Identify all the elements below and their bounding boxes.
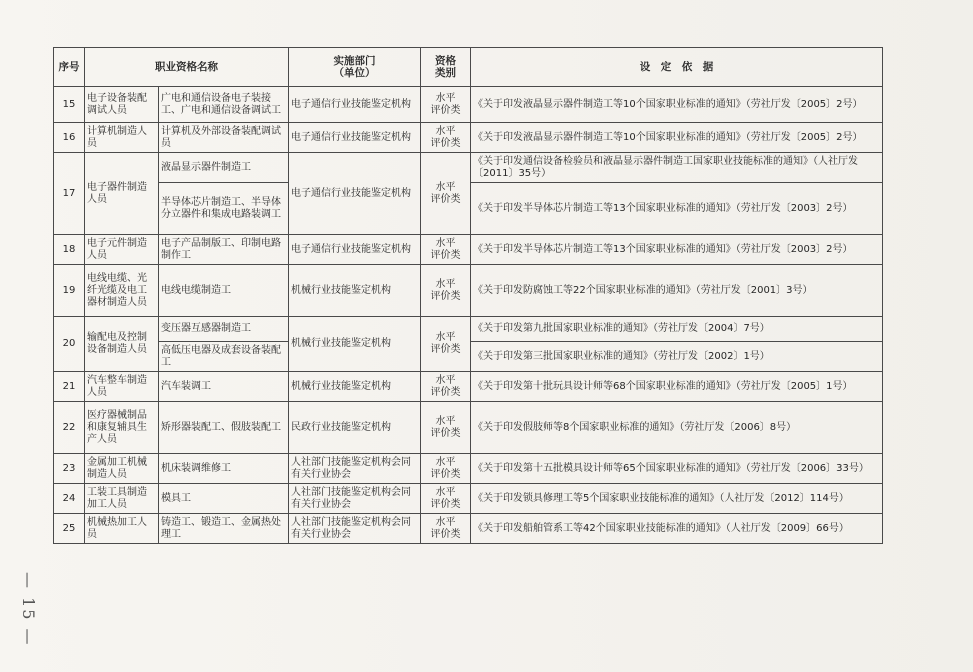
- legal-basis: 《关于印发第三批国家职业标准的通知》（劳社厅发〔2002〕1号）: [471, 342, 883, 372]
- occupation-name: 广电和通信设备电子装接工、广电和通信设备调试工: [159, 87, 289, 123]
- table-row: [54, 87, 883, 123]
- qualification-category: 水平 评价类: [421, 454, 471, 484]
- occupation-name: 变压器互感器制造工: [159, 317, 289, 342]
- legal-basis: 《关于印发半导体芯片制造工等13个国家职业标准的通知》（劳社厅发〔2003〕2号）: [471, 235, 883, 265]
- row-number: 21: [54, 372, 85, 402]
- header-name: 职业资格名称: [85, 48, 289, 87]
- legal-basis: 《关于印发液晶显示器件制造工等10个国家职业标准的通知》（劳社厅发〔2005〕2号）: [471, 123, 883, 153]
- table-row: [54, 317, 883, 342]
- legal-basis: 《关于印发锁具修理工等5个国家职业技能标准的通知》（人社厅发〔2012〕114号）: [471, 484, 883, 514]
- row-number: 16: [54, 123, 85, 153]
- occupation-group: 计算机制造人员: [85, 123, 159, 153]
- qualification-category: 水平 评价类: [421, 402, 471, 454]
- occupation-name: 矫形器装配工、假肢装配工: [159, 402, 289, 454]
- occupation-group: 电线电缆、光纤光缆及电工器材制造人员: [85, 265, 159, 317]
- implementing-dept: 电子通信行业技能鉴定机构: [289, 87, 421, 123]
- legal-basis: 《关于印发第十批玩具设计师等68个国家职业标准的通知》（劳社厅发〔2005〕1号）: [471, 372, 883, 402]
- table-row: [54, 265, 883, 317]
- header-dept: 实施部门 （单位）: [289, 48, 421, 87]
- table-row: [54, 402, 883, 454]
- qualification-category: 水平 评价类: [421, 123, 471, 153]
- legal-basis: 《关于印发第九批国家职业标准的通知》（劳社厅发〔2004〕7号）: [471, 317, 883, 342]
- table-row: [54, 484, 883, 514]
- qualification-category: 水平 评价类: [421, 317, 471, 372]
- occupation-group: 输配电及控制设备制造人员: [85, 317, 159, 372]
- table-row: [54, 153, 883, 183]
- implementing-dept: 机械行业技能鉴定机构: [289, 317, 421, 372]
- occupation-group: 金属加工机械制造人员: [85, 454, 159, 484]
- occupation-group: 电子元件制造人员: [85, 235, 159, 265]
- qualification-category: 水平 评价类: [421, 484, 471, 514]
- occupation-name: 计算机及外部设备装配调试员: [159, 123, 289, 153]
- page-number: — 15 —: [19, 572, 38, 647]
- row-number: 25: [54, 514, 85, 544]
- qualification-category: 水平 评价类: [421, 265, 471, 317]
- qualification-category: 水平 评价类: [421, 372, 471, 402]
- occupation-name: 机床装调维修工: [159, 454, 289, 484]
- implementing-dept: 电子通信行业技能鉴定机构: [289, 235, 421, 265]
- occupation-name: 电子产品制版工、印制电路制作工: [159, 235, 289, 265]
- table-row: [54, 454, 883, 484]
- qualification-table: [53, 47, 883, 544]
- qualification-category: 水平 评价类: [421, 153, 471, 235]
- table-row: [54, 123, 883, 153]
- occupation-group: 汽车整车制造人员: [85, 372, 159, 402]
- occupation-name: 铸造工、锻造工、金属热处理工: [159, 514, 289, 544]
- legal-basis: 《关于印发船舶管系工等42个国家职业技能标准的通知》（人社厅发〔2009〕66号）: [471, 514, 883, 544]
- occupation-name: 液晶显示器件制造工: [159, 153, 289, 183]
- implementing-dept: 电子通信行业技能鉴定机构: [289, 153, 421, 235]
- occupation-group: 电子器件制造人员: [85, 153, 159, 235]
- occupation-name: 汽车装调工: [159, 372, 289, 402]
- header-basis: 设 定 依 据: [471, 48, 883, 87]
- legal-basis: 《关于印发半导体芯片制造工等13个国家职业标准的通知》（劳社厅发〔2003〕2号）: [471, 183, 883, 235]
- legal-basis: 《关于印发第十五批模具设计师等65个国家职业标准的通知》（劳社厅发〔2006〕33号）: [471, 454, 883, 484]
- row-number: 22: [54, 402, 85, 454]
- legal-basis: 《关于印发假肢师等8个国家职业标准的通知》（劳社厅发〔2006〕8号）: [471, 402, 883, 454]
- qualification-category: 水平 评价类: [421, 514, 471, 544]
- row-number: 17: [54, 153, 85, 235]
- legal-basis: 《关于印发液晶显示器件制造工等10个国家职业标准的通知》（劳社厅发〔2005〕2号）: [471, 87, 883, 123]
- legal-basis: 《关于印发防腐蚀工等22个国家职业标准的通知》（劳社厅发〔2001〕3号）: [471, 265, 883, 317]
- occupation-group: 机械热加工人员: [85, 514, 159, 544]
- row-number: 15: [54, 87, 85, 123]
- row-number: 23: [54, 454, 85, 484]
- occupation-name: 高低压电器及成套设备装配工: [159, 342, 289, 372]
- occupation-group: 电子设备装配调试人员: [85, 87, 159, 123]
- legal-basis: 《关于印发通信设备检验员和液晶显示器件制造工国家职业技能标准的通知》（人社厅发〔2011〕35号）: [471, 153, 883, 183]
- header-no: 序号: [54, 48, 85, 87]
- implementing-dept: 电子通信行业技能鉴定机构: [289, 123, 421, 153]
- table-row: [54, 372, 883, 402]
- occupation-group: 工装工具制造加工人员: [85, 484, 159, 514]
- row-number: 20: [54, 317, 85, 372]
- table-row: [54, 235, 883, 265]
- qualification-category: 水平 评价类: [421, 87, 471, 123]
- implementing-dept: 机械行业技能鉴定机构: [289, 265, 421, 317]
- implementing-dept: 人社部门技能鉴定机构会同有关行业协会: [289, 484, 421, 514]
- row-number: 19: [54, 265, 85, 317]
- occupation-name: 半导体芯片制造工、半导体分立器件和集成电路装调工: [159, 183, 289, 235]
- occupation-name: 模具工: [159, 484, 289, 514]
- row-number: 24: [54, 484, 85, 514]
- implementing-dept: 民政行业技能鉴定机构: [289, 402, 421, 454]
- qualification-category: 水平 评价类: [421, 235, 471, 265]
- implementing-dept: 人社部门技能鉴定机构会同有关行业协会: [289, 454, 421, 484]
- header-cat: 资格 类别: [421, 48, 471, 87]
- table-header-row: [54, 48, 883, 87]
- occupation-name: 电线电缆制造工: [159, 265, 289, 317]
- occupation-group: 医疗器械制品和康复辅具生产人员: [85, 402, 159, 454]
- table-row: [54, 514, 883, 544]
- implementing-dept: 机械行业技能鉴定机构: [289, 372, 421, 402]
- implementing-dept: 人社部门技能鉴定机构会同有关行业协会: [289, 514, 421, 544]
- row-number: 18: [54, 235, 85, 265]
